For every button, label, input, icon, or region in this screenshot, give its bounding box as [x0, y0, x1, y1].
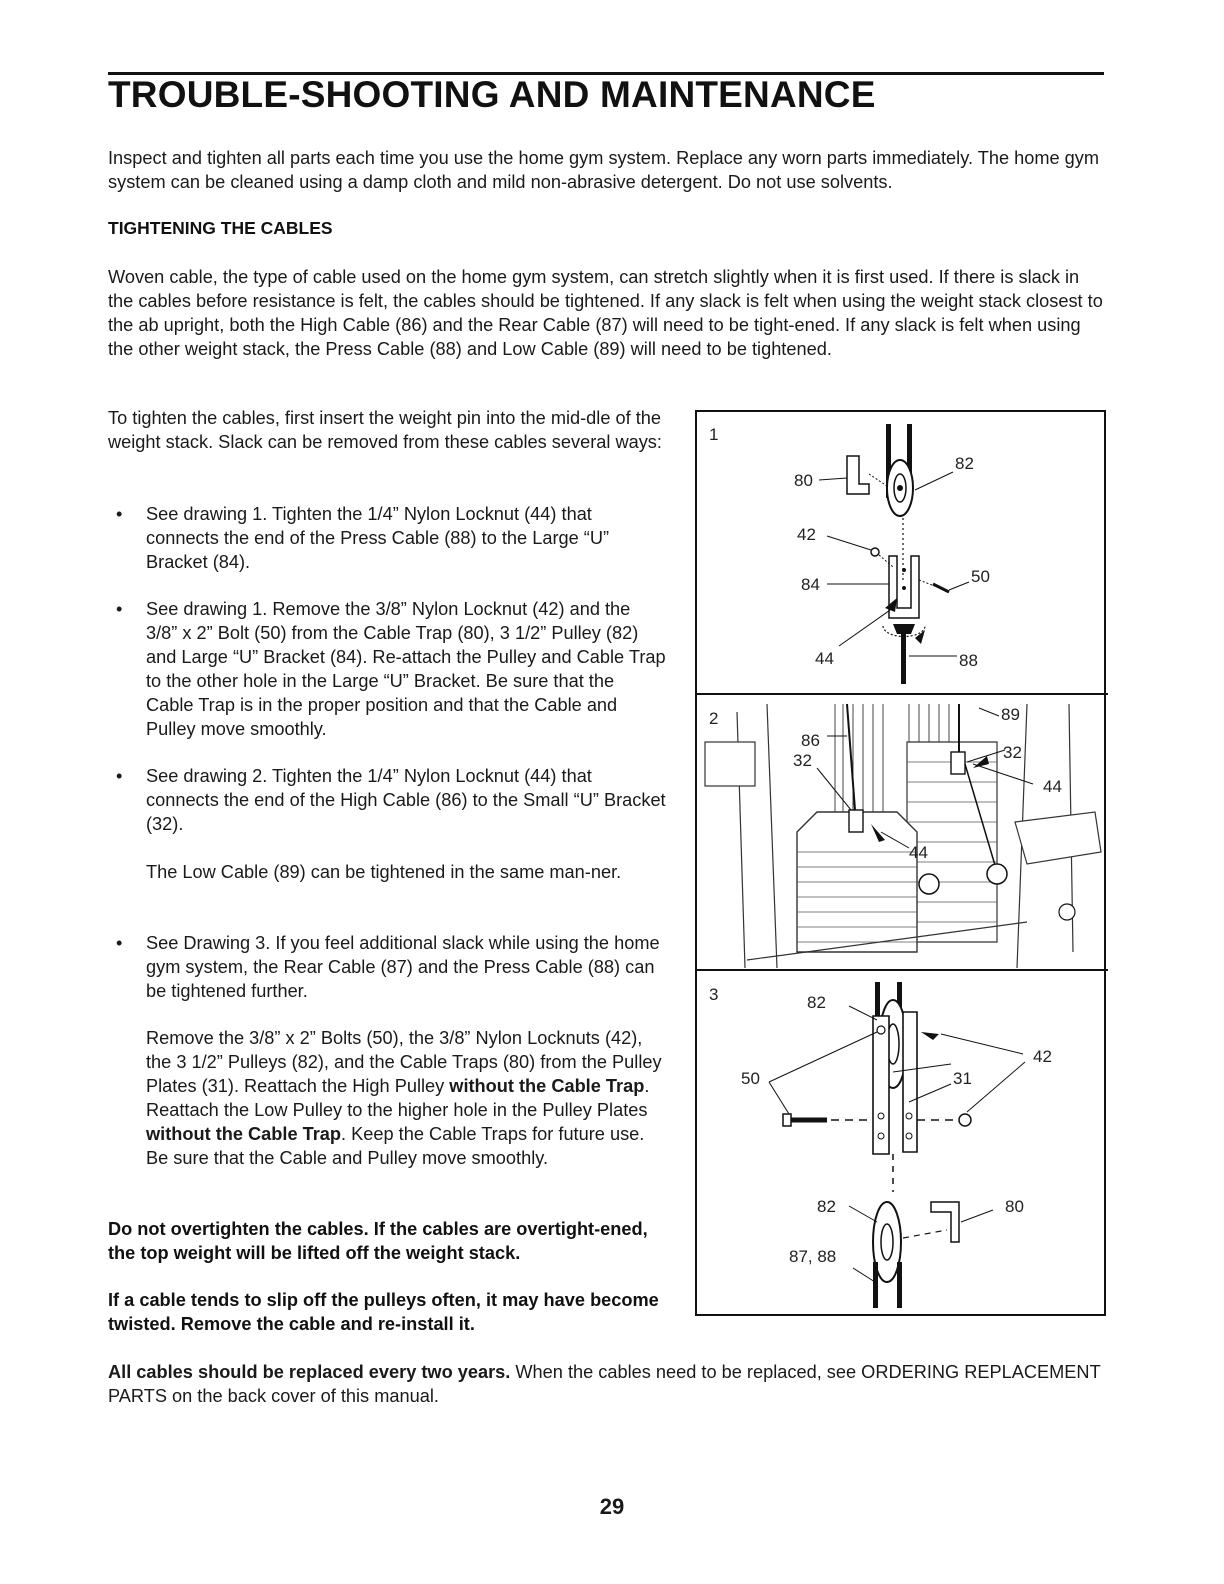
- label-80: 80: [1005, 1197, 1024, 1216]
- cable-trap-icon: [931, 1202, 959, 1242]
- label-50: 50: [971, 567, 990, 586]
- instruction-bold: without the Cable Trap: [449, 1076, 645, 1096]
- seat-pad: [705, 742, 755, 786]
- replacement-note-bold: All cables should be replaced every two years.: [108, 1362, 511, 1382]
- cable-trap-icon: [847, 456, 869, 494]
- intro-paragraph: Inspect and tighten all parts each time you use the home gym system. Replace any worn parts immediately. The home gym system can be cleaned using a damp cloth and mild non-abrasive detergent. Do not use solvents.: [108, 148, 1100, 192]
- label-89: 89: [1001, 705, 1020, 724]
- instruction-bold: without the Cable Trap: [146, 1124, 342, 1144]
- bullet-dot: •: [116, 504, 123, 524]
- label-42: 42: [797, 525, 816, 544]
- bullet-text: See Drawing 3. If you feel additional slack while using the home gym system, the Rear Cable (87) and the Press Cable (88) can be tightened further.: [146, 933, 660, 1001]
- drawing-1: [709, 424, 990, 684]
- bullet-dot: •: [116, 933, 123, 953]
- drawing-3: [709, 982, 1052, 1308]
- label-44: 44: [815, 649, 834, 668]
- low-cable-note: The Low Cable (89) can be tightened in the same man-ner.: [146, 862, 622, 882]
- label-88: 88: [959, 651, 978, 670]
- replacement-note: [108, 1360, 1108, 1408]
- high-cable: [847, 704, 855, 810]
- label-87-88: 87, 88: [789, 1247, 837, 1266]
- figure-box: [695, 410, 1106, 1316]
- label-82: 82: [955, 454, 974, 473]
- label-80: 80: [794, 471, 813, 490]
- page-title: TROUBLE-SHOOTING AND MAINTENANCE: [108, 74, 876, 115]
- twisted-cable-warning: If a cable tends to slip off the pulleys often, it may have become twisted. Remove the cable and re-install it.: [108, 1290, 659, 1334]
- instruction-text: . Reattach the Low Pulley to the higher hole in the Pulley Plates: [146, 1076, 650, 1120]
- label-44: 44: [1043, 777, 1062, 796]
- label-86: 86: [801, 731, 820, 750]
- figure-drawings: [697, 412, 1108, 1318]
- label-84: 84: [801, 575, 820, 594]
- drawing-1-number: 1: [709, 425, 719, 444]
- bullet-dot: •: [116, 599, 123, 619]
- bullet-text: See drawing 1. Remove the 3/8” Nylon Locknut (42) and the 3/8” x 2” Bolt (50) from the Cable Trap (80), 3 1/2” Pulley (82) and Large “U” Bracket (84). Re-attach the Pulley and Cable Trap to the other hole in the Large “U” Bracket. Be sure that the Cable Trap is in the proper position and that the Cable and Pulley move smoothly.: [146, 599, 666, 739]
- rear-cable: [873, 1262, 878, 1308]
- section-heading: TIGHTENING THE CABLES: [108, 218, 333, 238]
- pulley-icon: [919, 874, 939, 894]
- woven-cable-paragraph: Woven cable, the type of cable used on the home gym system, can stretch slightly when it is first used. If there is slack in the cables before resistance is felt, the cables should be tightened. If any slack is felt when using the weight stack closest to the ab upright, both the High Cable (86) and the Rear Cable (87) will need to be tight-ened. If any slack is felt when using the other weight stack, the Press Cable (88) and Low Cable (89) will need to be tightened.: [108, 267, 1103, 359]
- drawing-2: [705, 704, 1101, 968]
- label-42: 42: [1033, 1047, 1052, 1066]
- bullet-text: See drawing 1. Tighten the 1/4” Nylon Locknut (44) that connects the end of the Press Cable (88) to the Large “U” Bracket (84).: [146, 504, 610, 572]
- bullet-text: See drawing 2. Tighten the 1/4” Nylon Locknut (44) that connects the end of the High Cable (86) to the Small “U” Bracket (32).: [146, 766, 666, 834]
- label-82: 82: [807, 993, 826, 1012]
- label-44: 44: [909, 843, 928, 862]
- instruction-text: Remove the 3/8” x 2” Bolts (50), the 3/8” Nylon Locknuts (42), the 3 1/2” Pulleys (82), and the Cable Traps (80) from the Pulley Plates (31). Reattach the High Pulley: [146, 1028, 662, 1096]
- drawing-3-number: 3: [709, 985, 719, 1004]
- label-82: 82: [817, 1197, 836, 1216]
- page-number: 29: [599, 1494, 625, 1519]
- locknut-44-icon: [893, 624, 915, 634]
- bolt-icon: [933, 584, 949, 592]
- label-31: 31: [953, 1069, 972, 1088]
- lead-paragraph: To tighten the cables, first insert the weight pin into the mid-dle of the weight stack. Slack can be removed from these cables several ways:: [108, 408, 662, 452]
- press-cable: [901, 634, 906, 684]
- bench-pad: [1015, 812, 1101, 864]
- locknut-icon: [871, 548, 879, 556]
- replacement-note-text: When the cables need to be replaced, see ORDERING REPLACEMENT PARTS on the back cover of this manual.: [108, 1362, 1101, 1406]
- label-50: 50: [741, 1069, 760, 1088]
- pulley-icon: [1059, 904, 1075, 920]
- label-32: 32: [793, 751, 812, 770]
- bullet-dot: •: [116, 766, 123, 786]
- overtighten-warning: Do not overtighten the cables. If the cables are overtight-ened, the top weight will be lifted off the weight stack.: [108, 1219, 648, 1263]
- label-32: 32: [1003, 743, 1022, 762]
- instruction-text: . Keep the Cable Traps for future use. Be sure that the Cable and Pulley move smoothly.: [146, 1124, 645, 1168]
- small-u-bracket-icon: [951, 752, 965, 774]
- press-cable: [897, 1262, 902, 1308]
- small-u-bracket-icon: [849, 810, 863, 832]
- locknut-icon: [959, 1114, 971, 1126]
- drawing-2-number: 2: [709, 709, 719, 728]
- pulley-plate-icon: [903, 1012, 917, 1152]
- pulley-icon: [987, 864, 1007, 884]
- drawing3-instructions: [146, 1026, 666, 1170]
